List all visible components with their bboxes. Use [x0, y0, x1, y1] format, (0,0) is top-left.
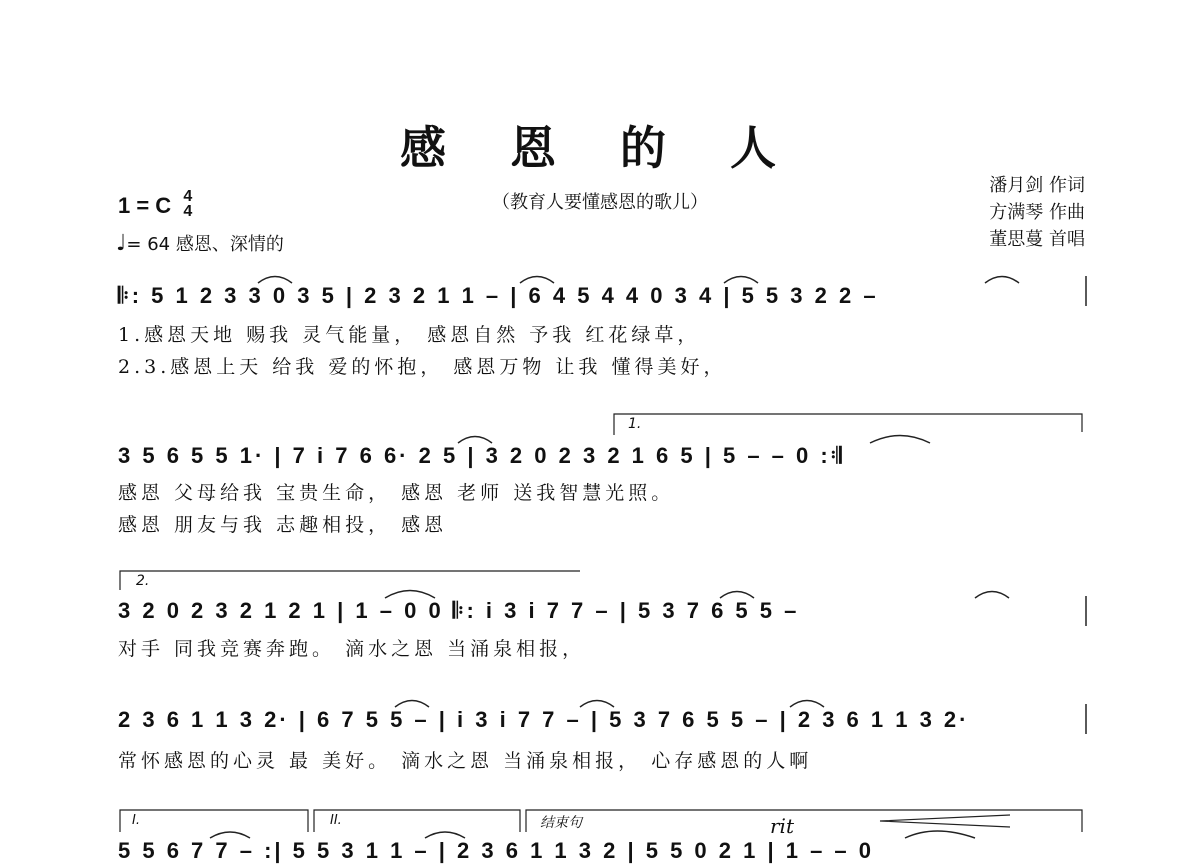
ending-bracket	[526, 810, 1082, 832]
slur	[870, 436, 930, 444]
volta-bracket-2	[120, 571, 580, 590]
time-top: 4	[183, 188, 193, 205]
slur	[395, 701, 429, 708]
slur	[905, 831, 975, 838]
volta-II-label: II.	[330, 813, 342, 828]
tempo-text: = 64 感恩、深情的	[126, 234, 284, 255]
quarter-note-icon: ♩	[116, 231, 127, 256]
lyric-line-1b: 2.3.感恩上天 给我 爱的怀抱， 感恩万物 让我 懂得美好，	[118, 356, 727, 378]
singer-credit: 董思蔓 首唱	[989, 229, 1085, 250]
slur	[385, 591, 435, 599]
rit-marking: rit	[770, 814, 794, 838]
lyric-line-1a: 1.感恩天地 赐我 灵气能量， 感恩自然 予我 红花绿草，	[118, 324, 701, 346]
decrescendo-hairpin	[880, 815, 1010, 827]
slur	[720, 592, 754, 599]
slur	[258, 277, 292, 284]
song-subtitle: （教育人要懂感恩的歌儿）	[492, 192, 708, 213]
lyric-line-4: 常怀感恩的心灵 最 美好。 滴水之恩 当涌泉相报， 心存感恩的人啊	[118, 750, 813, 772]
volta-bracket-1	[614, 414, 1082, 435]
time-bottom: 4	[183, 203, 193, 220]
lyric-line-2a: 感恩 父母给我 宝贵生命， 感恩 老师 送我智慧光照。	[118, 482, 675, 504]
slur	[520, 277, 554, 284]
notation-line-2: 3 5 6 5 5 1· | 7 i 7 6 6· 2 5 | 3 2 0 2 3 2 1 6 5 | 5 – – 0 :𝄇	[118, 443, 845, 468]
slur	[580, 701, 614, 708]
slur	[210, 832, 250, 838]
slur	[425, 832, 465, 838]
volta-bracket-I	[120, 810, 308, 832]
key-label: 1 = C	[118, 192, 172, 218]
song-title: 感 恩 的 人	[399, 121, 801, 175]
slur	[790, 701, 824, 708]
notation-line-3: 3 2 0 2 3 2 1 2 1 | 1 – 0 0 𝄆: i 3 i 7 7 – | 5 3 7 6 5 5 –	[118, 598, 800, 623]
composer-credit: 方满琴 作曲	[989, 202, 1085, 223]
slur	[975, 592, 1009, 599]
slur	[724, 277, 758, 284]
volta-2-label: 2.	[136, 573, 150, 589]
slur	[985, 277, 1019, 284]
volta-I-label: I.	[132, 813, 140, 828]
notation-line-1: 𝄆: 5 1 2 3 3 0 3 5 | 2 3 2 1 1 – | 6 4 5 4 4 0 3 4 | 5 5 3 2 2 –	[118, 283, 879, 308]
lyric-line-2b: 感恩 朋友与我 志趣相投， 感恩	[118, 514, 448, 536]
slur	[458, 437, 492, 444]
volta-bracket-II	[314, 810, 520, 832]
ending-label: 结束句	[540, 815, 582, 831]
notation-line-5: 5 5 6 7 7 – :| 5 5 3 1 1 – | 2 3 6 1 1 3 2 | 5 5 0 2 1 | 1 – – 0	[118, 838, 875, 863]
notation-line-4: 2 3 6 1 1 3 2· | 6 7 5 5 – | i 3 i 7 7 – | 5 3 7 6 5 5 – | 2 3 6 1 1 3 2·	[118, 707, 970, 732]
lyricist-credit: 潘月剑 作词	[989, 175, 1085, 196]
lyric-line-3: 对手 同我竞赛奔跑。 滴水之恩 当涌泉相报，	[118, 638, 586, 660]
volta-1-label: 1.	[628, 416, 642, 432]
